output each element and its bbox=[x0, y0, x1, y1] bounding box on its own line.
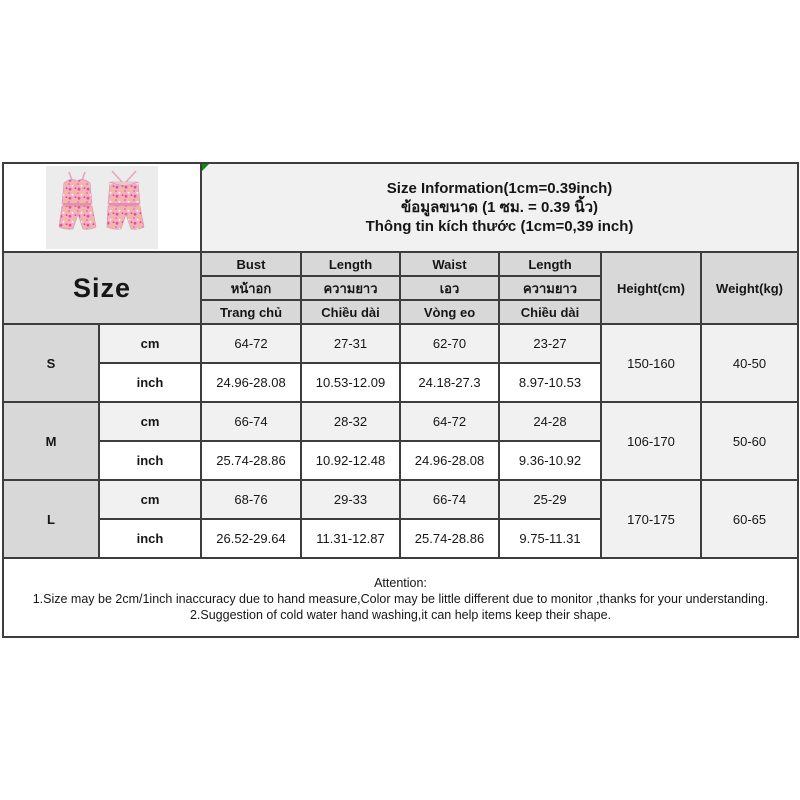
value-l-height: 170-175 bbox=[601, 480, 701, 558]
value-s-weight: 40-50 bbox=[701, 324, 798, 402]
title-english: Size Information(1cm=0.39inch) bbox=[386, 180, 613, 197]
value-s-length2-inch: 8.97-10.53 bbox=[499, 363, 601, 402]
product-photo-cell bbox=[3, 163, 201, 252]
value-l-length1-cm: 29-33 bbox=[301, 480, 400, 519]
unit-label-cm: cm bbox=[99, 480, 201, 519]
unit-label-inch: inch bbox=[99, 441, 201, 480]
attention-section bbox=[3, 558, 798, 637]
value-m-bust-inch: 25.74-28.86 bbox=[201, 441, 301, 480]
col-header-bust-en: Bust bbox=[201, 252, 301, 276]
col-header-length1-vi: Chiều dài bbox=[301, 300, 400, 324]
value-m-waist-inch: 24.96-28.08 bbox=[400, 441, 499, 480]
size-row-m-label: M bbox=[3, 402, 99, 480]
cell-corner-flag-icon bbox=[202, 164, 209, 171]
unit-label-inch: inch bbox=[99, 519, 201, 558]
product-photo bbox=[46, 166, 158, 249]
col-header-length2-vi: Chiều dài bbox=[499, 300, 601, 324]
size-row-s-label: S bbox=[3, 324, 99, 402]
unit-label-cm: cm bbox=[99, 324, 201, 363]
value-m-weight: 50-60 bbox=[701, 402, 798, 480]
value-l-length1-inch: 11.31-12.87 bbox=[301, 519, 400, 558]
col-header-waist-th: เอว bbox=[400, 276, 499, 300]
attention-line-1: 1.Size may be 2cm/1inch inaccuracy due to hand measure,Color may be little different due to monitor ,thanks for your understanding. bbox=[32, 592, 769, 606]
value-m-waist-cm: 64-72 bbox=[400, 402, 499, 441]
col-header-waist-en: Waist bbox=[400, 252, 499, 276]
value-s-length2-cm: 23-27 bbox=[499, 324, 601, 363]
value-l-length2-cm: 25-29 bbox=[499, 480, 601, 519]
value-l-length2-inch: 9.75-11.31 bbox=[499, 519, 601, 558]
col-header-height: Height(cm) bbox=[601, 252, 701, 324]
size-header-cell bbox=[3, 252, 201, 324]
value-s-length1-inch: 10.53-12.09 bbox=[301, 363, 400, 402]
col-header-waist-vi: Vòng eo bbox=[400, 300, 499, 324]
col-header-length2-th: ความยาว bbox=[499, 276, 601, 300]
value-l-weight: 60-65 bbox=[701, 480, 798, 558]
size-information-header bbox=[201, 163, 798, 252]
value-l-waist-cm: 66-74 bbox=[400, 480, 499, 519]
value-m-length2-inch: 9.36-10.92 bbox=[499, 441, 601, 480]
value-m-bust-cm: 66-74 bbox=[201, 402, 301, 441]
size-label: Size bbox=[72, 272, 132, 303]
value-s-bust-cm: 64-72 bbox=[201, 324, 301, 363]
value-s-length1-cm: 27-31 bbox=[301, 324, 400, 363]
value-s-waist-cm: 62-70 bbox=[400, 324, 499, 363]
col-header-weight: Weight(kg) bbox=[701, 252, 798, 324]
value-l-bust-cm: 68-76 bbox=[201, 480, 301, 519]
value-m-height: 106-170 bbox=[601, 402, 701, 480]
size-row-l-label: L bbox=[3, 480, 99, 558]
value-l-waist-inch: 25.74-28.86 bbox=[400, 519, 499, 558]
value-s-height: 150-160 bbox=[601, 324, 701, 402]
value-l-bust-inch: 26.52-29.64 bbox=[201, 519, 301, 558]
col-header-bust-vi: Trang chủ bbox=[201, 300, 301, 324]
col-header-length1-th: ความยาว bbox=[301, 276, 400, 300]
col-header-bust-th: หน้าอก bbox=[201, 276, 301, 300]
attention-line-2: 2.Suggestion of cold water hand washing,it can help items keep their shape. bbox=[189, 608, 612, 622]
unit-label-cm: cm bbox=[99, 402, 201, 441]
value-s-waist-inch: 24.18-27.3 bbox=[400, 363, 499, 402]
title-vietnamese: Thông tin kích thước (1cm=0,39 inch) bbox=[365, 218, 634, 235]
value-s-bust-inch: 24.96-28.08 bbox=[201, 363, 301, 402]
col-header-length2-en: Length bbox=[499, 252, 601, 276]
unit-label-inch: inch bbox=[99, 363, 201, 402]
size-chart-table bbox=[2, 162, 799, 638]
value-m-length2-cm: 24-28 bbox=[499, 402, 601, 441]
value-m-length1-inch: 10.92-12.48 bbox=[301, 441, 400, 480]
col-header-length1-en: Length bbox=[301, 252, 400, 276]
title-thai: ข้อมูลขนาด (1 ซม. = 0.39 นิ้ว) bbox=[400, 199, 599, 216]
value-m-length1-cm: 28-32 bbox=[301, 402, 400, 441]
attention-title: Attention: bbox=[374, 576, 427, 590]
